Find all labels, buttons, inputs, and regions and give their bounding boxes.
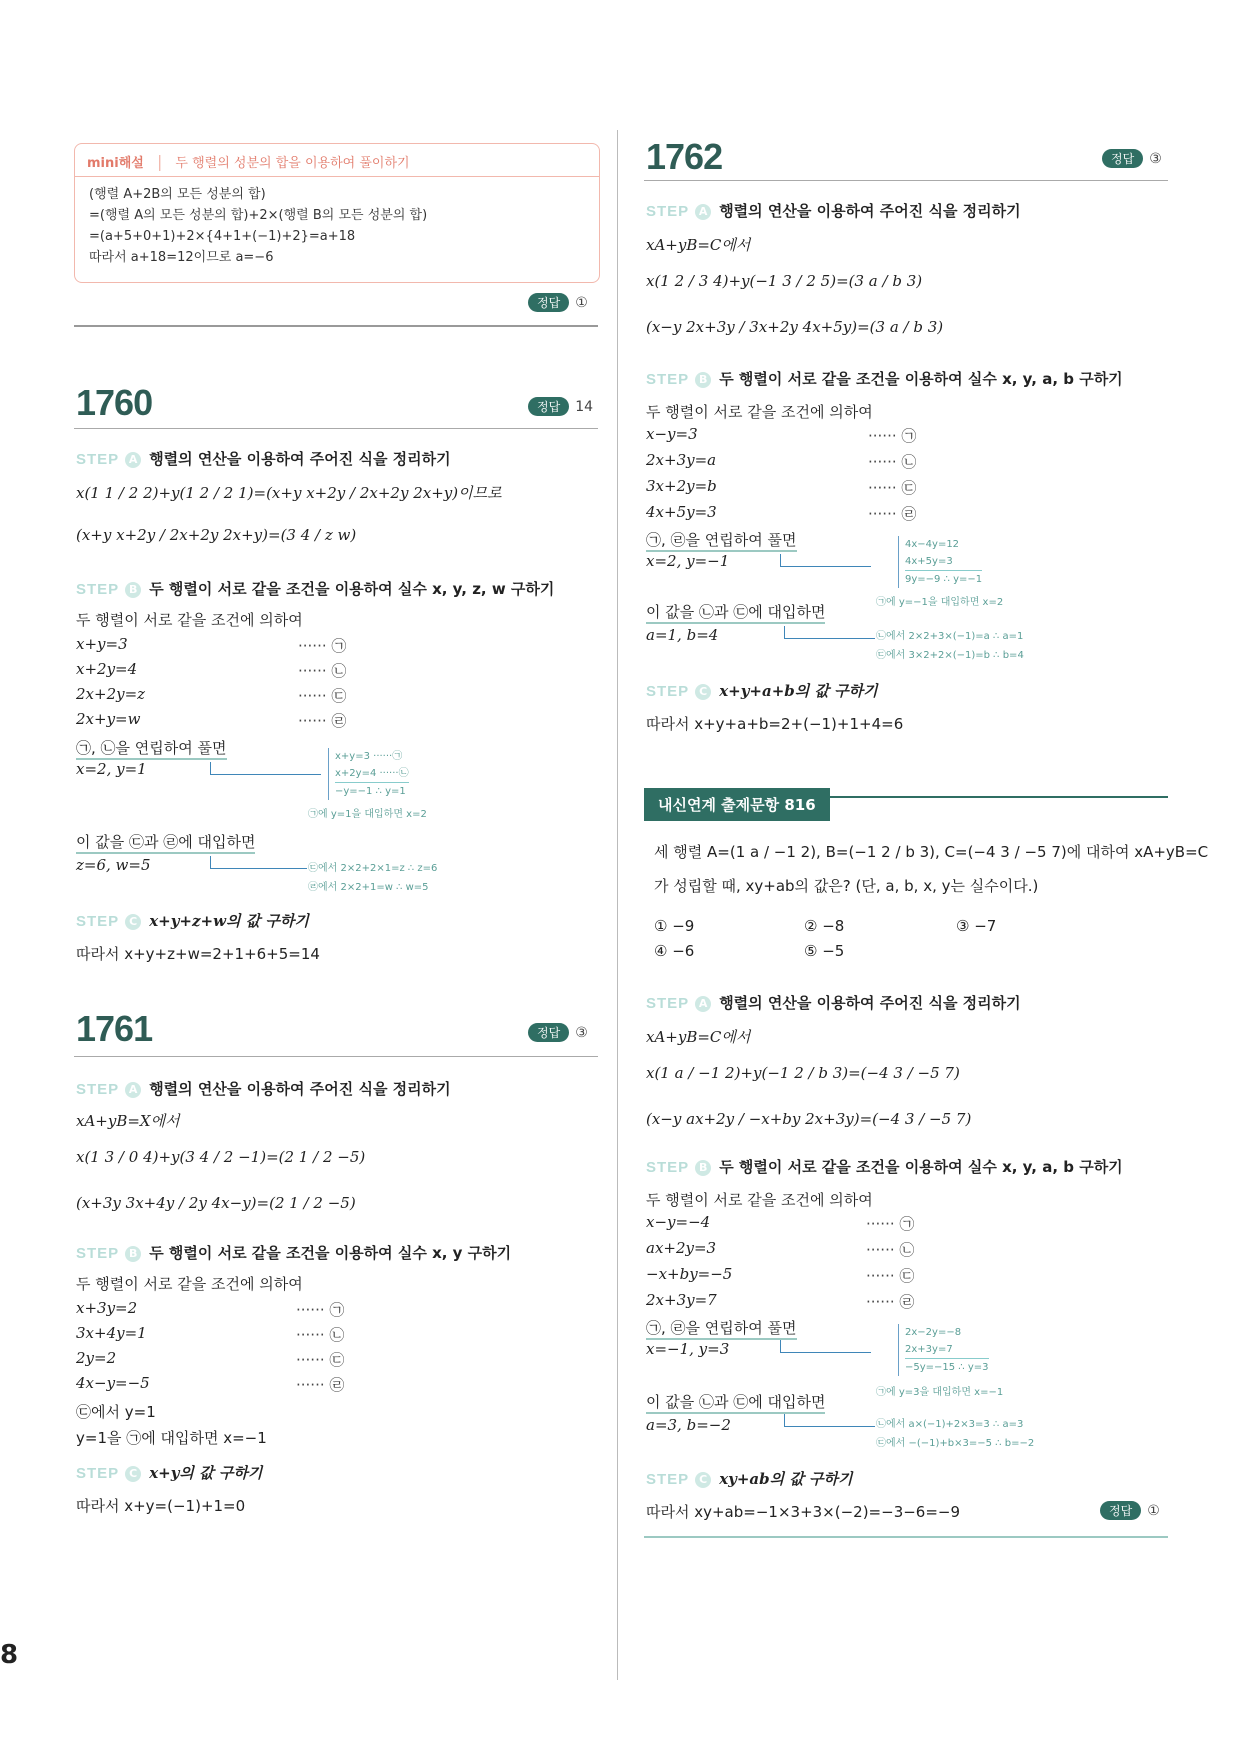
equation: x(1 2 / 3 4)+y(−1 3 / 2 5)=(3 a / b 3) <box>646 272 923 290</box>
equation-row: ax+2y=3 ······ ㉡ <box>646 1239 915 1259</box>
solve-notes: 2x−2y=−8 2x+3y=7 −5y=−15 ∴ y=3 <box>898 1324 989 1376</box>
sub-result: a=3, b=−2 <box>646 1416 731 1434</box>
answer-value: ③ <box>575 1024 588 1041</box>
equation: (x−y 2x+3y / 3x+2y 4x+5y)=(3 a / b 3) <box>646 318 944 336</box>
equation: (x−y ax+2y / −x+by 2x+3y)=(−4 3 / −5 7) <box>646 1110 972 1128</box>
text-line: y=1을 ㉠에 대입하면 x=−1 <box>76 1429 267 1447</box>
sub-label: 이 값을 ㉡과 ㉢에 대입하면 <box>646 603 825 624</box>
answer-badge: 정답 <box>528 1023 569 1042</box>
equation-list <box>76 634 376 734</box>
step-letter: A <box>695 204 711 220</box>
equation-row: x−y=−4 ······ ㉠ <box>646 1213 915 1233</box>
column-divider <box>617 130 618 1680</box>
equation-row: 2x+3y=7 ······ ㉣ <box>646 1291 915 1311</box>
step-a-heading: STEP A 행렬의 연산을 이용하여 주어진 식을 정리하기 <box>76 450 451 468</box>
sub-result: a=1, b=4 <box>646 626 719 644</box>
mini-answer <box>528 292 588 312</box>
equation-row: −x+by=−5 ······ ㉢ <box>646 1265 915 1285</box>
solve-result: x=2, y=−1 <box>646 552 730 570</box>
step-b-heading: STEP B 두 행렬이 서로 같을 조건을 이용하여 실수 x, y 구하기 <box>76 1244 512 1262</box>
equation-list <box>646 1212 946 1316</box>
text-line: ㉢에서 y=1 <box>76 1403 156 1421</box>
solve-result: x=−1, y=3 <box>646 1340 730 1358</box>
step-c-heading: STEP C xy+ab의 값 구하기 <box>646 1470 853 1488</box>
mini-label: mini해설 <box>87 156 144 171</box>
equation-row: x−y=3 ······ ㉠ <box>646 425 917 445</box>
choice-4[interactable]: ④ −6 <box>654 942 695 960</box>
mini-title: 두 행렬의 성분의 합을 이용하여 풀이하기 <box>175 156 410 171</box>
step-letter: B <box>125 582 141 598</box>
intro-text: 두 행렬이 서로 같을 조건에 의하여 <box>76 1275 303 1293</box>
step-letter: A <box>125 1082 141 1098</box>
step-letter: C <box>695 684 711 700</box>
mini-solution-box: mini해설 | 두 행렬의 성분의 합을 이용하여 풀이하기 (행렬 A+2B의 모든 성분의 합) =(행렬 A의 모든 성분의 합)+2×(행렬 B의 모든 성분의 합) =(a+5+0+1)+2×{4+1+(−1)+2}=a+18 따라서 a+18=12이므로 a=−6 <box>74 143 600 283</box>
sub-notes: ㉡에서 2×2+3×(−1)=a ∴ a=1 ㉢에서 3×2+2×(−1)=b ∴ b=4 <box>876 631 1024 661</box>
intro-text: 두 행렬이 서로 같을 조건에 의하여 <box>76 611 303 629</box>
equation-row: x+3y=2 ······ ㉠ <box>76 1299 345 1319</box>
equation: xA+yB=X에서 <box>76 1112 180 1130</box>
step-letter: C <box>125 914 141 930</box>
step-c-heading: STEP C x+y+a+b의 값 구하기 <box>646 682 878 700</box>
choice-1[interactable]: ① −9 <box>654 917 695 935</box>
problem-number: 1760 <box>76 382 153 423</box>
step-c-heading: STEP C x+y+z+w의 값 구하기 <box>76 912 309 930</box>
solve-label: ㉠, ㉣을 연립하여 풀면 <box>646 531 797 552</box>
step-b-heading: STEP B 두 행렬이 서로 같을 조건을 이용하여 실수 x, y, a, b 구하기 <box>646 1158 1123 1176</box>
equation-row: 2x+3y=a ······ ㉡ <box>646 451 917 471</box>
connector-line <box>210 762 321 775</box>
solve-note: ㉠에 y=1을 대입하면 x=2 <box>308 809 427 820</box>
choice-2[interactable]: ② −8 <box>804 917 845 935</box>
answer-value: ③ <box>1149 150 1162 167</box>
problem-number: 1762 <box>646 136 723 177</box>
equation: x(1 a / −1 2)+y(−1 2 / b 3)=(−4 3 / −5 7) <box>646 1064 960 1082</box>
equation-row: 4x−y=−5 ······ ㉣ <box>76 1374 345 1394</box>
mini-line: =(a+5+0+1)+2×{4+1+(−1)+2}=a+18 <box>89 229 356 244</box>
page-number: 8 <box>0 1640 19 1670</box>
connector-line <box>780 554 871 567</box>
answer-badge: 정답 <box>528 293 569 312</box>
step-letter: B <box>695 372 711 388</box>
sub-label: 이 값을 ㉡과 ㉢에 대입하면 <box>646 1393 825 1414</box>
equation-row: 2x+y=w ······ ㉣ <box>76 710 347 730</box>
mini-divider <box>75 176 599 177</box>
sub-notes: ㉢에서 2×2+2×1=z ∴ z=6 ㉣에서 2×2+1=w ∴ w=5 <box>308 863 438 893</box>
solve-result: x=2, y=1 <box>76 760 147 778</box>
question-text: 세 행렬 A=(1 a / −1 2), B=(−1 2 / b 3), C=(−4 3 / −5 7)에 대하여 xA+yB=C <box>654 843 1209 861</box>
choice-5[interactable]: ⑤ −5 <box>804 942 845 960</box>
equation-row: 2x+2y=z ······ ㉢ <box>76 685 347 705</box>
divider <box>644 1536 1168 1538</box>
final-line: 따라서 x+y=(−1)+1=0 <box>76 1497 246 1515</box>
intro-text: 두 행렬이 서로 같을 조건에 의하여 <box>646 1191 873 1209</box>
divider <box>644 180 1168 181</box>
mini-line: (행렬 A+2B의 모든 성분의 합) <box>89 187 266 202</box>
solve-label: ㉠, ㉡을 연립하여 풀면 <box>76 739 227 760</box>
sub-result: z=6, w=5 <box>76 856 151 874</box>
answer <box>1102 148 1162 168</box>
solve-note: ㉠에 y=3을 대입하면 x=−1 <box>876 1387 1004 1398</box>
step-a-heading: STEP A 행렬의 연산을 이용하여 주어진 식을 정리하기 <box>646 994 1021 1012</box>
step-a-heading: STEP A 행렬의 연산을 이용하여 주어진 식을 정리하기 <box>76 1080 451 1098</box>
step-b-heading: STEP B 두 행렬이 서로 같을 조건을 이용하여 실수 x, y, a, b 구하기 <box>646 370 1123 388</box>
step-letter: A <box>125 452 141 468</box>
answer <box>528 396 593 416</box>
answer <box>528 1022 588 1042</box>
divider <box>74 325 598 327</box>
intro-text: 두 행렬이 서로 같을 조건에 의하여 <box>646 403 873 421</box>
equation-list <box>646 424 946 528</box>
connector-line <box>784 626 875 639</box>
final-line: 따라서 x+y+z+w=2+1+6+5=14 <box>76 945 320 963</box>
step-letter: A <box>695 996 711 1012</box>
step-a-heading: STEP A 행렬의 연산을 이용하여 주어진 식을 정리하기 <box>646 202 1021 220</box>
solve-label: ㉠, ㉣을 연립하여 풀면 <box>646 1319 797 1340</box>
choice-3[interactable]: ③ −7 <box>956 917 997 935</box>
equation: x(1 1 / 2 2)+y(1 2 / 2 1)=(x+y x+2y / 2x+2y 2x+y)이므로 <box>76 484 502 502</box>
answer-badge: 정답 <box>528 397 569 416</box>
divider <box>74 1056 598 1057</box>
problem-number: 1761 <box>76 1008 153 1049</box>
mini-line: =(행렬 A의 모든 성분의 합)+2×(행렬 B의 모든 성분의 합) <box>89 208 428 223</box>
answer-value: 14 <box>575 398 594 415</box>
equation: (x+y x+2y / 2x+2y 2x+y)=(3 4 / z w) <box>76 526 357 544</box>
solve-notes: 4x−4y=12 4x+5y=3 9y=−9 ∴ y=−1 <box>898 536 982 588</box>
divider <box>74 428 598 429</box>
sub-label: 이 값을 ㉢과 ㉣에 대입하면 <box>76 833 255 854</box>
connector-line <box>780 1340 871 1353</box>
linked-problem-banner: 내신연계 출제문항 816 <box>644 788 830 821</box>
step-letter: B <box>125 1246 141 1262</box>
equation-row: x+y=3 ······ ㉠ <box>76 635 347 655</box>
equation-row: 3x+4y=1 ······ ㉡ <box>76 1324 345 1344</box>
solve-notes: x+y=3 ······㉠ x+2y=4 ······㉡ −y=−1 ∴ y=1 <box>328 748 409 800</box>
equation-row: 4x+5y=3 ······ ㉣ <box>646 503 917 523</box>
final-line: 따라서 xy+ab=−1×3+3×(−2)=−3−6=−9 <box>646 1503 961 1521</box>
equation-row: 3x+2y=b ······ ㉢ <box>646 477 917 497</box>
solve-note: ㉠에 y=−1을 대입하면 x=2 <box>876 597 1004 608</box>
step-letter: B <box>695 1160 711 1176</box>
equation: xA+yB=C에서 <box>646 1028 751 1046</box>
answer <box>1100 1500 1160 1520</box>
equation-row: 2y=2 ······ ㉢ <box>76 1349 345 1369</box>
equation: x(1 3 / 0 4)+y(3 4 / 2 −1)=(2 1 / 2 −5) <box>76 1148 366 1166</box>
final-line: 따라서 x+y+a+b=2+(−1)+1+4=6 <box>646 715 904 733</box>
step-c-heading: STEP C x+y의 값 구하기 <box>76 1464 263 1482</box>
sub-notes: ㉡에서 a×(−1)+2×3=3 ∴ a=3 ㉢에서 −(−1)+b×3=−5 ∴ b=−2 <box>876 1419 1035 1449</box>
mini-line: 따라서 a+18=12이므로 a=−6 <box>89 250 274 265</box>
equation: xA+yB=C에서 <box>646 236 751 254</box>
equation: (x+3y 3x+4y / 2y 4x−y)=(2 1 / 2 −5) <box>76 1194 356 1212</box>
step-letter: C <box>695 1472 711 1488</box>
answer-badge: 정답 <box>1102 149 1143 168</box>
question-text: 가 성립할 때, xy+ab의 값은? (단, a, b, x, y는 실수이다.) <box>654 877 1039 895</box>
equation-list <box>76 1298 376 1398</box>
answer-value: ① <box>1147 1502 1160 1519</box>
step-letter: C <box>125 1466 141 1482</box>
connector-line <box>784 1414 875 1427</box>
connector-line <box>210 856 307 869</box>
equation-row: x+2y=4 ······ ㉡ <box>76 660 347 680</box>
choices <box>654 914 1154 964</box>
answer-value: ① <box>575 294 588 311</box>
answer-badge: 정답 <box>1100 1501 1141 1520</box>
step-b-heading: STEP B 두 행렬이 서로 같을 조건을 이용하여 실수 x, y, z, w 구하기 <box>76 580 555 598</box>
